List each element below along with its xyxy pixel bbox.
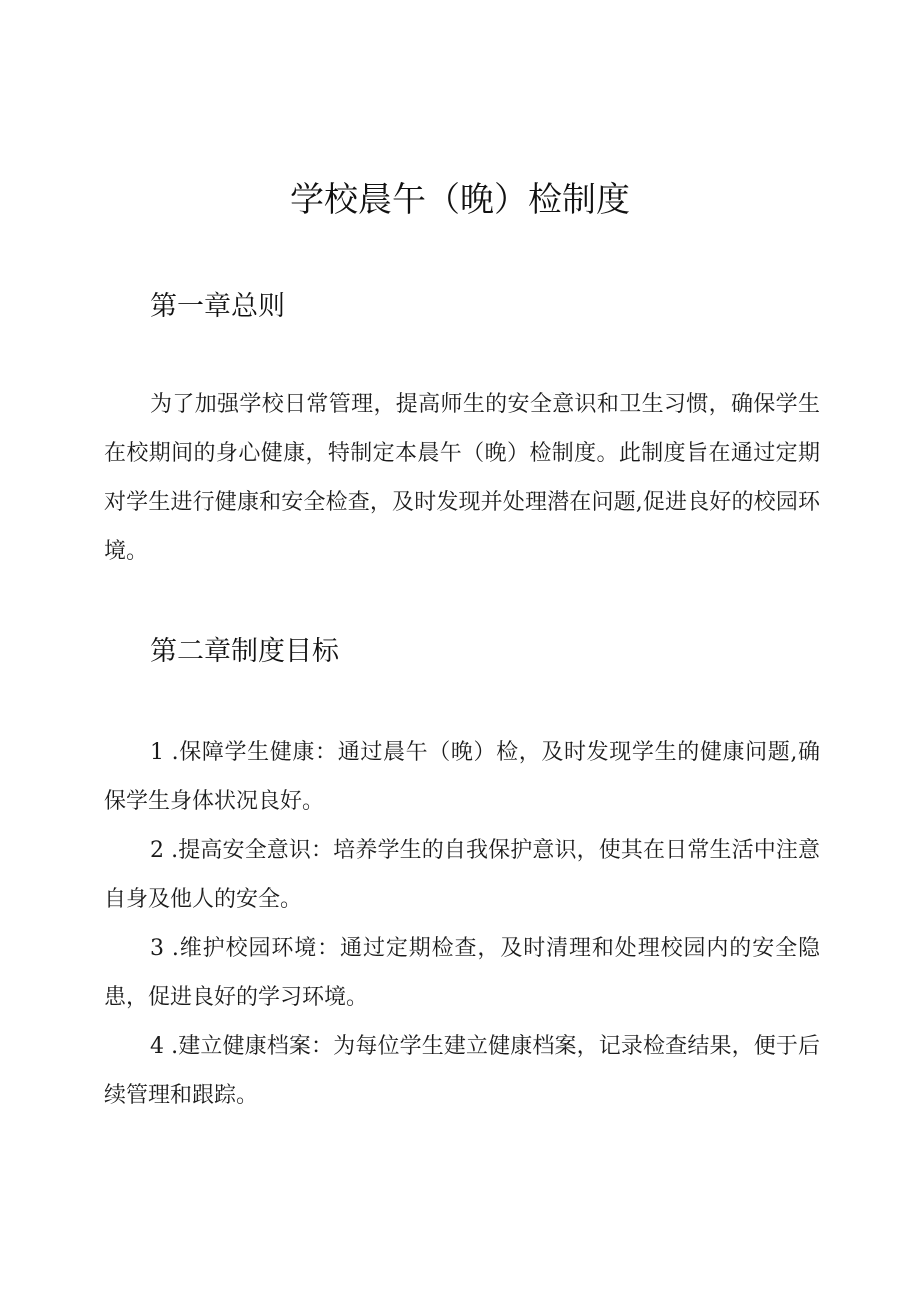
chapter-1-paragraph: 为了加强学校日常管理，提高师生的安全意识和卫生习惯，确保学生在校期间的身心健康，特制定本晨午（晚）检制度。此制度旨在通过定期对学生进行健康和安全检查，及时发现并处理潜在问题,促进良好的校园环境。: [104, 392, 820, 564]
goal-item-1: 1 .保障学生健康：通过晨午（晚）检，及时发现学生的健康问题,确保学生身体状况良好。: [104, 740, 820, 814]
document-title: 学校晨午（晚）检制度: [290, 180, 630, 220]
goal-item-4: 4 .建立健康档案：为每位学生建立健康档案，记录检查结果，便于后续管理和跟踪。: [104, 1034, 820, 1108]
goal-item-2: 2 .提高安全意识：培养学生的自我保护意识，使其在日常生活中注意自身及他人的安全。: [104, 838, 820, 912]
goals-list: [104, 728, 820, 1120]
chapter-1-heading: 第一章总则: [150, 291, 285, 322]
chapter-2-heading: 第二章制度目标: [150, 636, 339, 667]
goal-item-3: 3 .维护校园环境：通过定期检查，及时清理和处理校园内的安全隐患，促进良好的学习环境。: [104, 936, 820, 1010]
